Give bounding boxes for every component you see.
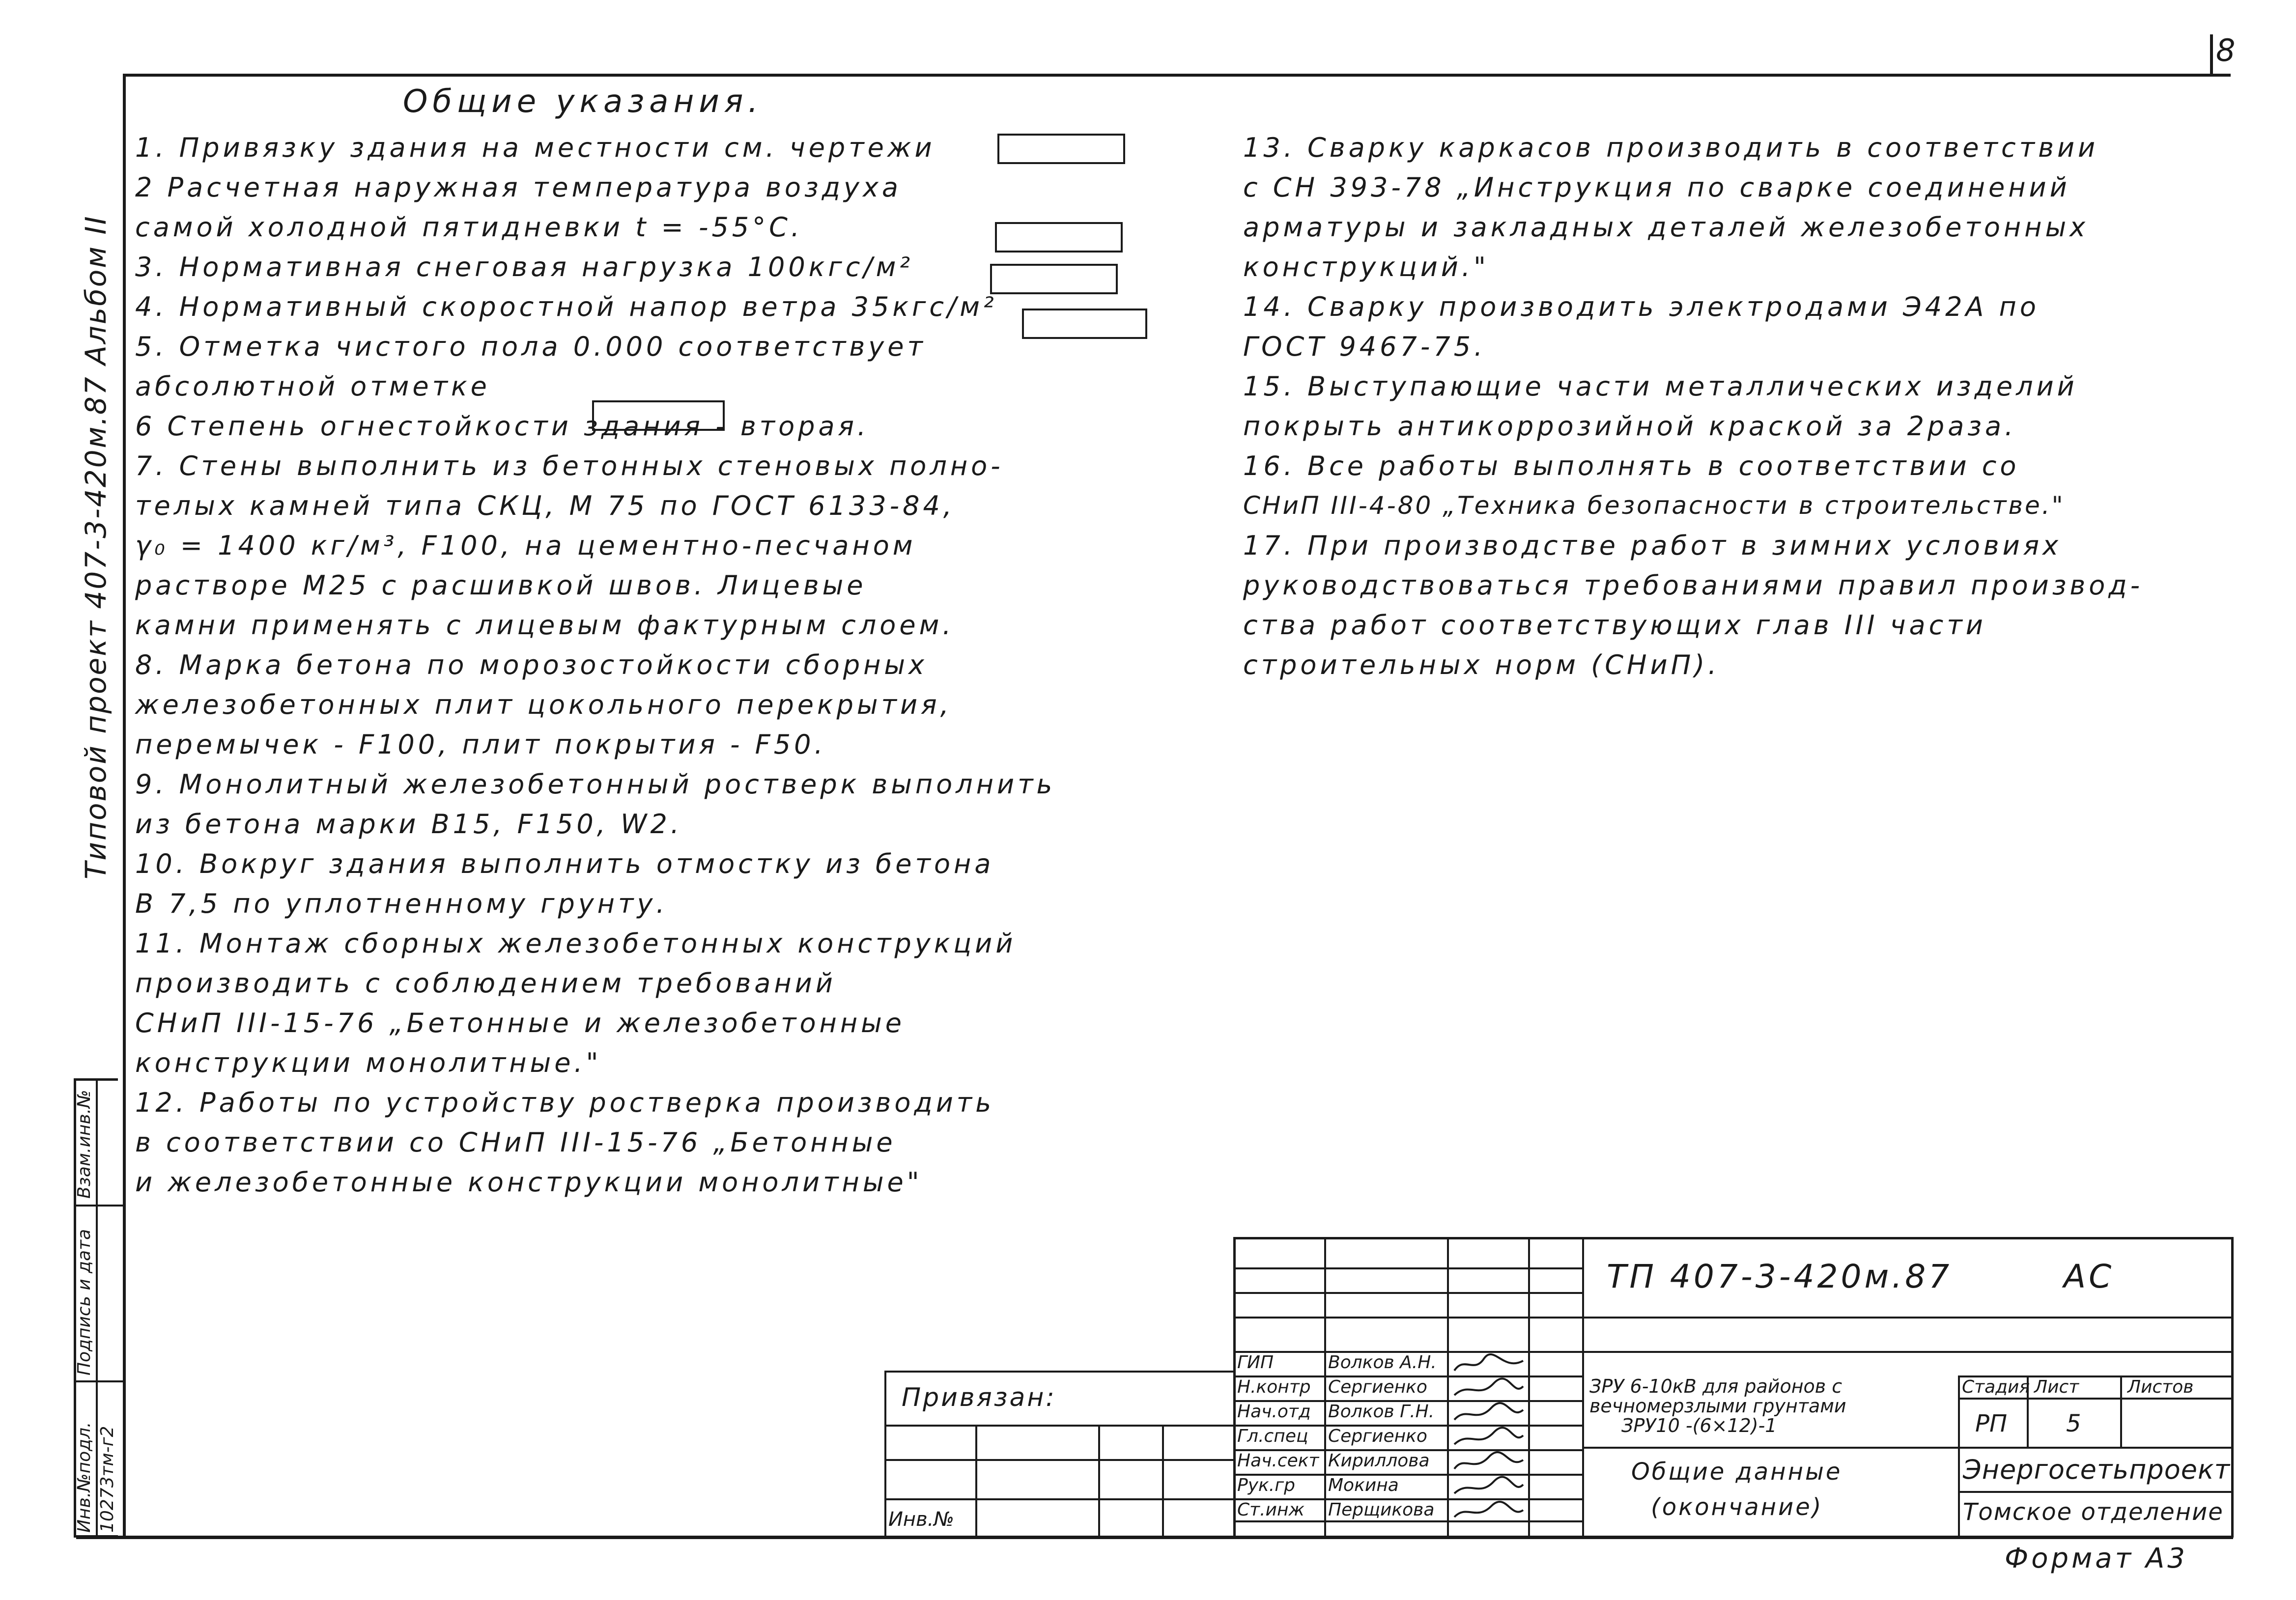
titleblock-col-line (2120, 1375, 2122, 1447)
note-line: 11. Монтаж сборных железобетонных конструкций (135, 928, 1017, 959)
binding-block-line (884, 1371, 886, 1538)
note-line: γ₀ = 1400 кг/м³, F100, на цементно-песчаном (135, 530, 916, 561)
titleblock-col-line (1582, 1237, 1584, 1538)
note-line: ства работ соответствующих глав III части (1243, 610, 1986, 641)
note-line: 12. Работы по устройству ростверка производить (135, 1087, 995, 1118)
note-line: СНиП III-15-76 „Бетонные и железобетонные (135, 1008, 905, 1039)
titleblock-row-line (1233, 1267, 1582, 1269)
fill-in-box-wind-pressure (1022, 309, 1147, 339)
note-line: 7. Стены выполнить из бетонных стеновых полно- (135, 450, 1004, 481)
binding-block-line (975, 1425, 977, 1538)
role-label: Н.контр (1237, 1377, 1311, 1397)
note-line: камни применять с лицевым фактурным слоем. (135, 610, 955, 641)
sheet-number: 8 (2216, 32, 2236, 68)
sign-date-label: Подпись и дата (74, 1229, 94, 1375)
person-name: Перщикова (1328, 1500, 1435, 1520)
person-name: Кириллова (1328, 1451, 1430, 1471)
note-line: самой холодной пятидневки t = -55°C. (135, 212, 803, 243)
binding-block-line (884, 1459, 1233, 1461)
organization-name: Энергосетьпроект (1963, 1454, 2231, 1485)
titleblock-col-line (1528, 1237, 1530, 1538)
sheet-title-line: (окончание) (1651, 1493, 1823, 1521)
titleblock-row-line (1233, 1317, 2233, 1319)
stage-value: РП (1975, 1410, 2008, 1437)
titleblock-col-line (1958, 1375, 1960, 1538)
titleblock-col-line (1324, 1237, 1326, 1538)
replace-inv-label: Взам.инв.№ (74, 1090, 94, 1199)
binding-block-line (1098, 1425, 1100, 1538)
person-name: Сергиенко (1328, 1377, 1427, 1397)
note-line: 14. Сварку производить электродами Э42А по (1243, 291, 2040, 322)
note-line: с СН 393-78 „Инструкция по сварке соединений (1243, 172, 2070, 203)
fill-in-box-absolute-elevation (592, 400, 725, 431)
sheet-number-divider (2210, 34, 2213, 77)
note-line: 4. Нормативный скоростной напор ветра 35кгс/м² (135, 291, 997, 322)
sheet-title-line: Общие данные (1631, 1458, 1842, 1486)
note-line: и железобетонные конструкции монолитные" (135, 1167, 923, 1198)
format-label: Формат А3 (2005, 1543, 2188, 1574)
person-name: Сергиенко (1328, 1426, 1427, 1446)
note-line: производить с соблюдением требований (135, 968, 836, 999)
signature-scribble (1454, 1378, 1523, 1395)
signature-scribble (1454, 1502, 1523, 1517)
page-title: Общие указания. (403, 84, 763, 120)
role-label: Нач.сект (1237, 1451, 1319, 1471)
note-line: 15. Выступающие части металлических изделий (1243, 371, 2078, 402)
frame-top-border (123, 74, 2231, 77)
signature-column (1449, 1352, 1528, 1523)
note-line: 5. Отметка чистого пола 0.000 соответствует (135, 331, 926, 362)
role-label: Рук.гр (1237, 1475, 1295, 1495)
note-line: абсолютной отметке (135, 371, 490, 402)
note-line: 16. Все работы выполнять в соответствии со (1243, 450, 2020, 481)
document-code: ТП 407-3-420м.87 (1607, 1258, 1953, 1295)
binding-label: Привязан: (902, 1383, 1056, 1412)
titleblock-col-line (1447, 1237, 1449, 1538)
note-line: растворе М25 с расшивкой швов. Лицевые (135, 570, 867, 601)
note-line: 3. Нормативная снеговая нагрузка 100кгс/м² (135, 252, 913, 282)
frame-left-border (123, 74, 126, 1538)
titleblock-row-line (1958, 1491, 2233, 1493)
note-line: 2 Расчетная наружная температура воздуха (135, 172, 902, 203)
titleblock-row-line (1233, 1292, 1582, 1294)
person-name: Волков А.Н. (1328, 1352, 1437, 1373)
side-stamp-row-line (74, 1380, 123, 1382)
note-line: 1. Привязку здания на местности см. чертежи (135, 132, 935, 163)
note-line: строительных норм (СНиП). (1243, 649, 1720, 680)
signature-scribble (1454, 1403, 1523, 1420)
signature-scribble (1454, 1477, 1523, 1493)
signature-scribble (1454, 1354, 1523, 1371)
object-name-line: ЗРУ10 -(6×12)-1 (1621, 1415, 1777, 1436)
fill-in-box-location (997, 134, 1125, 164)
note-line: арматуры и закладных деталей железобетонных (1243, 212, 2089, 243)
inv-no-value: 10273тм-г2 (97, 1426, 117, 1533)
inv-no-label: Инв.№подл. (74, 1422, 94, 1533)
side-stamp-row-line (74, 1205, 123, 1207)
note-line: из бетона марки В15, F150, W2. (135, 809, 682, 840)
note-line: 17. При производстве работ в зимних условиях (1243, 530, 2062, 561)
note-line: перемычек - F100, плит покрытия - F50. (135, 729, 826, 760)
frame-bottom-border (76, 1536, 2233, 1539)
note-line: конструкции монолитные." (135, 1047, 602, 1078)
note-line: 10. Вокруг здания выполнить отмостку из бетона (135, 848, 994, 879)
role-label: ГИП (1237, 1352, 1274, 1373)
sheet-label: Лист (2034, 1377, 2079, 1397)
role-label: Нач.отд (1237, 1402, 1311, 1422)
note-line: 9. Монолитный железобетонный ростверк выполнить (135, 769, 1056, 800)
notes-right-column (1243, 128, 2226, 685)
note-line: 13. Сварку каркасов производить в соответствии (1243, 132, 2099, 163)
stage-label: Стадия (1962, 1377, 2030, 1397)
binding-block-line (884, 1425, 1233, 1427)
titleblock-top-border (1233, 1237, 2233, 1239)
sheet-value: 5 (2066, 1410, 2081, 1437)
signature-scribble (1454, 1428, 1523, 1444)
binding-inv-label: Инв.№ (888, 1508, 954, 1531)
fill-in-box-snow-load (990, 264, 1118, 294)
note-line: СНиП III-4-80 „Техника безопасности в строительстве." (1243, 491, 2065, 520)
sheets-label: Листов (2127, 1377, 2194, 1397)
binding-block-line (884, 1371, 1233, 1373)
document-mark: АС (2064, 1258, 2115, 1295)
note-line: покрыть антикоррозийной краской за 2раза. (1243, 411, 2017, 442)
note-line: руководствоваться требованиями правил производ- (1243, 570, 2144, 601)
note-line: В 7,5 по уплотненному грунту. (135, 888, 668, 919)
note-line: ГОСТ 9467-75. (1243, 331, 1486, 362)
role-label: Гл.спец (1237, 1426, 1308, 1446)
fill-in-box-temperature (995, 222, 1123, 253)
titleblock-row-line (1958, 1398, 2233, 1400)
department-name: Томское отделение (1963, 1498, 2224, 1526)
signature-scribble (1454, 1452, 1523, 1469)
note-line: 6 Степень огнестойкости здания - вторая. (135, 411, 870, 442)
role-label: Ст.инж (1237, 1500, 1304, 1520)
titleblock-left-border (1233, 1237, 1236, 1538)
object-name-line: ЗРУ 6-10кВ для районов с (1589, 1375, 1842, 1397)
person-name: Мокина (1328, 1475, 1399, 1495)
object-name-line: вечномерзлыми грунтами (1589, 1395, 1846, 1417)
person-name: Волков Г.Н. (1328, 1402, 1435, 1422)
note-line: 8. Марка бетона по морозостойкости сборных (135, 649, 928, 680)
titleblock-row-line (1233, 1520, 1582, 1522)
note-line: телых камней типа СКЦ, М 75 по ГОСТ 6133-84, (135, 490, 955, 521)
project-side-label: Типовой проект 407-3-420м.87 Альбом II (79, 215, 113, 879)
binding-block-line (884, 1498, 1233, 1500)
note-line: конструкций." (1243, 252, 1489, 282)
note-line: в соответствии со СНиП III-15-76 „Бетонные (135, 1127, 896, 1158)
binding-block-line (1162, 1425, 1164, 1538)
titleblock-row-line (1582, 1447, 2233, 1449)
note-line: железобетонных плит цокольного перекрытия, (135, 689, 952, 720)
